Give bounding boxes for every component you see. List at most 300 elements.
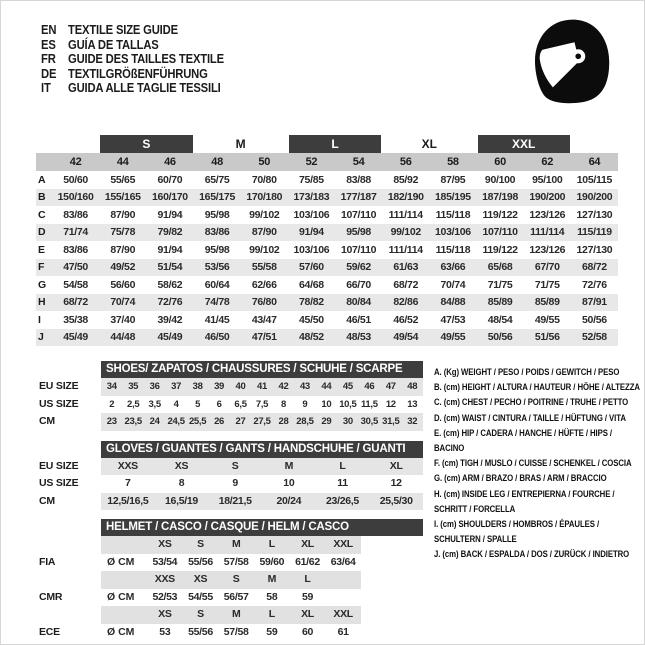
size-cell: XL [301, 608, 314, 620]
measurement-cell: 107/110 [482, 226, 518, 239]
measurement-cell: 107/110 [340, 208, 377, 221]
row-label: EU SIZE [39, 459, 79, 472]
measurement-cell: 61/63 [393, 261, 419, 274]
size-cell: 43 [299, 381, 310, 392]
measurement-cell: 51/56 [534, 331, 560, 344]
measurement-cell: 48/53 [346, 331, 371, 344]
standard-label: ECE [39, 625, 60, 638]
gloves-table-title: GLOVES / GUANTES / GANTS / HANDSCHUHE / GUANTI [101, 441, 423, 458]
size-cell: S [232, 573, 240, 585]
helmet-table-title: HELMET / CASCO / CASQUE / HELM / CASCO [101, 519, 423, 536]
measurement-cell: 99/102 [249, 243, 280, 256]
measurement-cell: 55/65 [110, 173, 136, 186]
measurement-cell: 62/66 [251, 278, 277, 291]
size-cell: 6 [216, 398, 222, 410]
measurement-cell: 65/75 [204, 173, 230, 186]
table-row [39, 536, 425, 554]
measurement-cell: 95/100 [532, 173, 563, 186]
row-letter: I [38, 313, 41, 326]
table-row [39, 571, 425, 589]
measurement-cell: 83/88 [346, 173, 371, 186]
size-cell: L [268, 608, 275, 620]
size-number: 50 [258, 156, 271, 168]
size-cell: 10 [283, 477, 295, 489]
measurement-cell: 85/89 [487, 296, 513, 309]
measurement-cell: 46/50 [204, 331, 230, 344]
measurement-cell: 41/45 [204, 313, 230, 326]
measurement-legend [434, 365, 644, 563]
size-cell: 2,5 [127, 398, 140, 410]
measurement-cell: 76/80 [251, 296, 277, 309]
measurement-cell: 59/62 [346, 261, 371, 274]
language-title: GUÍA DE TALLAS [68, 37, 159, 52]
measurement-cell: 72/76 [582, 278, 607, 291]
size-cell: 42 [278, 381, 289, 392]
size-number: 56 [399, 156, 412, 168]
measurement-cell: 47/50 [63, 261, 88, 274]
row-label: US SIZE [39, 477, 79, 489]
measurement-cell: 155/165 [104, 191, 141, 204]
language-code: ES [41, 37, 56, 52]
size-cell: M [267, 573, 277, 585]
unit-label [101, 536, 147, 554]
size-cell: 46 [364, 381, 375, 392]
size-cell: 7 [125, 477, 131, 489]
measurement-cell: 177/187 [340, 191, 377, 204]
size-group-label: S [100, 135, 192, 153]
measurement-cell: 185/195 [434, 191, 471, 204]
table-row [39, 378, 425, 396]
measurement-cell: 49/54 [393, 331, 419, 344]
size-number: 64 [588, 156, 601, 168]
row-letter: D [38, 226, 46, 239]
size-cell: 59 [266, 625, 278, 638]
size-cell: 12 [385, 398, 396, 410]
language-title: GUIDE DES TAILLES TEXTILE [68, 52, 224, 67]
legend-item: H. (cm) INSIDE LEG / ENTREPIERNA / FOURCHE / SCHRITT / FORCELLA [434, 488, 615, 515]
measurement-cell: 91/94 [157, 243, 183, 256]
size-group-label: XXL [478, 135, 570, 153]
size-cell: 34 [106, 381, 117, 392]
row-letter: F [38, 261, 45, 274]
measurement-cell: 52/58 [582, 331, 607, 344]
textile-size-table [36, 134, 618, 346]
measurement-cell: 49/52 [110, 261, 136, 274]
row-letter: H [38, 296, 46, 309]
size-cell: 30,5 [360, 416, 378, 427]
size-cell: 27 [235, 416, 246, 427]
measurement-cell: 187/198 [482, 191, 518, 204]
size-cell: S [197, 538, 204, 550]
size-cell: 54/55 [188, 590, 213, 603]
measurement-cell: 48/52 [299, 331, 324, 344]
table-row [36, 329, 618, 347]
table-row [36, 311, 618, 329]
size-cell: XS [158, 538, 172, 550]
size-cell: 29 [321, 416, 332, 427]
size-cell: XXS [154, 573, 175, 585]
measurement-cell: 49/55 [440, 331, 466, 344]
size-cell: 52/53 [152, 590, 178, 603]
size-cell: 12,5/16,5 [107, 494, 149, 507]
measurement-cell: 45/49 [63, 331, 88, 344]
table-row [39, 554, 425, 572]
language-code: DE [41, 66, 57, 81]
size-cell: 35 [128, 381, 139, 392]
measurement-cell: 66/70 [346, 278, 371, 291]
measurement-cell: 127/130 [576, 243, 613, 256]
standard-label [39, 536, 101, 554]
size-cell: 23/26,5 [326, 494, 359, 507]
measurement-cell: 65/68 [487, 261, 513, 274]
measurement-cell: 54/58 [63, 278, 88, 291]
measurement-cell: 35/38 [63, 313, 88, 326]
measurement-cell: 67/70 [534, 261, 560, 274]
size-cell: 8 [280, 398, 286, 410]
size-cell: 28 [278, 416, 289, 427]
size-cell: 9 [232, 477, 238, 489]
size-cell: 48 [407, 381, 418, 392]
language-title-list [41, 23, 311, 96]
size-cell: XS [174, 459, 189, 472]
table-row [39, 475, 425, 493]
measurement-cell: 150/160 [57, 191, 94, 204]
measurement-cell: 50/56 [582, 313, 607, 326]
measurement-cell: 45/50 [299, 313, 324, 326]
size-cell: XXL [333, 608, 353, 620]
measurement-cell: 68/72 [582, 261, 607, 274]
size-cell: 61/62 [295, 555, 320, 568]
standard-label: CMR [39, 590, 63, 603]
measurement-cell: 87/90 [110, 243, 136, 256]
measurement-cell: 91/94 [157, 208, 183, 221]
measurement-cell: 64/68 [299, 278, 324, 291]
size-cell [325, 589, 361, 607]
measurement-cell: 56/60 [110, 278, 136, 291]
size-cell: 11,5 [360, 398, 378, 410]
measurement-cell: 71/75 [534, 278, 560, 291]
size-cell: 55/56 [188, 555, 213, 568]
measurement-cell: 111/114 [388, 243, 423, 256]
measurement-cell: 70/74 [440, 278, 466, 291]
size-cell: 31,5 [382, 416, 400, 427]
table-row [39, 396, 425, 414]
measurement-cell: 87/90 [110, 208, 136, 221]
measurement-cell: 119/122 [482, 208, 518, 221]
size-cell: 7,5 [255, 398, 269, 410]
measurement-cell: 75/78 [110, 226, 136, 239]
measurement-cell: 83/86 [63, 243, 88, 256]
size-cell: 53 [159, 625, 171, 638]
size-cell: 30 [342, 416, 353, 427]
row-label: CM [39, 494, 55, 507]
size-cell: 45 [342, 381, 353, 392]
legend-item: F. (cm) TIGH / MUSLO / CUISSE / SCHENKEL / COSCIA [434, 458, 632, 470]
measurement-cell: 103/106 [293, 208, 330, 221]
measurement-cell: 107/110 [340, 243, 377, 256]
size-cell: 28,5 [296, 416, 314, 427]
shoes-table-title: SHOES/ ZAPATOS / CHAUSSURES / SCHUHE / SCARPE [101, 361, 423, 378]
measurement-cell: 87/95 [440, 173, 466, 186]
measurement-cell: 39/42 [157, 313, 183, 326]
language-row [41, 52, 311, 67]
size-cell: 13 [407, 398, 418, 410]
measurement-cell: 50/60 [63, 173, 88, 186]
size-cell: 5 [195, 398, 201, 410]
measurement-cell: 71/74 [63, 226, 88, 239]
measurement-cell: 63/66 [440, 261, 466, 274]
measurement-cell: 165/175 [199, 191, 235, 204]
measurement-cell: 45/49 [157, 331, 183, 344]
size-cell: 38 [192, 381, 203, 392]
accessory-tables [39, 361, 425, 641]
measurement-cell: 90/100 [484, 173, 516, 186]
size-cell: XS [193, 573, 208, 585]
measurement-cell: 83/86 [204, 226, 230, 239]
table-row [36, 241, 618, 259]
size-number-row [36, 153, 618, 171]
size-number: 54 [352, 156, 365, 168]
row-letter: E [38, 243, 45, 256]
measurement-cell: 182/190 [387, 191, 424, 204]
language-code: IT [41, 81, 51, 96]
size-cell: 18/21,5 [218, 494, 252, 507]
legend-item: E. (cm) HIP / CADERA / HANCHE / HÜFTE / HIPS / BACINO [434, 427, 613, 455]
measurement-cell: 60/70 [157, 173, 183, 186]
measurement-cell: 87/90 [251, 226, 277, 239]
measurement-cell: 95/98 [346, 226, 371, 239]
measurement-cell: 160/170 [151, 191, 188, 204]
size-cell: 56/57 [223, 590, 249, 603]
size-cell: 25,5 [188, 416, 207, 427]
measurement-cell: 105/115 [576, 173, 613, 186]
measurement-cell: 78/82 [299, 296, 324, 309]
size-cell: 44 [321, 381, 332, 392]
size-cell: 36 [149, 381, 160, 392]
language-row [41, 38, 311, 53]
legend-item: C. (cm) CHEST / PECHO / POITRINE / TRUHE / PETTO [434, 397, 629, 409]
table-row [36, 206, 618, 224]
measurement-cell: 85/92 [393, 173, 419, 186]
row-letter: J [38, 331, 44, 344]
measurement-cell: 82/86 [393, 296, 419, 309]
measurement-cell: 103/106 [293, 243, 330, 256]
legend-item: I. (cm) SHOULDERS / HOMBROS / ÉPAULES / SCHULTERN / SPALLE [434, 519, 600, 546]
size-cell: XXL [333, 538, 353, 550]
unit-label [101, 571, 147, 589]
measurement-cell: 95/98 [204, 243, 230, 256]
size-number: 48 [211, 156, 223, 168]
row-letter: B [38, 191, 46, 204]
measurement-cell: 95/98 [204, 208, 230, 221]
measurement-cell: 99/102 [390, 226, 421, 239]
measurement-cell: 123/126 [529, 243, 566, 256]
measurement-cell: 48/54 [487, 313, 513, 326]
language-title: TEXTILE SIZE GUIDE [68, 23, 178, 37]
size-cell: S [231, 459, 239, 472]
measurement-cell: 85/89 [534, 296, 560, 309]
helmet-icon [519, 14, 613, 108]
row-label: EU SIZE [39, 380, 79, 392]
row-letter: C [38, 208, 46, 221]
unit-label [101, 606, 147, 624]
size-group-label: L [289, 135, 381, 153]
size-number: 62 [541, 156, 554, 168]
measurement-cell: 111/114 [530, 226, 565, 239]
size-number: 52 [305, 156, 318, 168]
size-cell: M [231, 538, 241, 550]
size-cell: XXS [117, 459, 138, 472]
language-row [41, 67, 311, 82]
measurement-cell: 123/126 [529, 208, 566, 221]
measurement-cell: 47/53 [440, 313, 466, 326]
row-label: CM [39, 415, 55, 427]
row-label: US SIZE [39, 397, 79, 410]
size-number: 42 [69, 156, 82, 168]
measurement-cell: 57/60 [299, 261, 324, 274]
unit-label: Ø CM [107, 555, 135, 568]
size-number: 58 [447, 156, 459, 168]
measurement-cell: 68/72 [63, 296, 88, 309]
size-cell: 63/64 [330, 555, 356, 568]
language-row [41, 23, 311, 38]
table-row [39, 624, 425, 642]
table-row [36, 171, 618, 189]
size-group-label: M [235, 136, 246, 151]
standard-label: FIA [39, 555, 56, 568]
size-cell: M [284, 459, 294, 472]
standard-label [39, 606, 101, 624]
size-cell: 23 [106, 416, 117, 427]
size-cell: 24,5 [167, 416, 185, 427]
size-number: 44 [116, 156, 129, 168]
size-cell: 60 [301, 625, 314, 638]
measurement-cell: 103/106 [434, 226, 471, 239]
size-cell: 8 [178, 477, 185, 489]
measurement-cell: 44/48 [110, 331, 136, 344]
language-code: EN [41, 23, 57, 37]
size-cell: 47 [385, 381, 396, 392]
measurement-cell: 70/74 [110, 296, 136, 309]
measurement-cell: 170/180 [246, 191, 283, 204]
size-cell: 37 [171, 381, 182, 392]
measurement-cell: 111/114 [388, 208, 423, 221]
size-cell [325, 571, 361, 589]
size-group-label: XL [421, 136, 437, 151]
size-cell: 32 [407, 416, 418, 427]
unit-label: Ø CM [107, 625, 135, 638]
size-cell: 12 [390, 477, 402, 489]
size-cell: 39 [214, 381, 225, 392]
size-cell: 26 [214, 416, 225, 427]
table-row [36, 259, 618, 277]
measurement-cell: 115/119 [577, 226, 612, 239]
size-cell: 4 [173, 398, 179, 410]
size-cell: 24 [149, 416, 160, 427]
measurement-cell: 46/52 [393, 313, 419, 326]
size-cell: 11 [337, 477, 348, 489]
measurement-cell: 115/118 [435, 208, 471, 221]
measurement-cell: 84/88 [440, 296, 466, 309]
measurement-cell: 119/122 [482, 243, 518, 256]
table-row [39, 493, 425, 511]
size-cell: 61 [337, 625, 349, 638]
size-cell: 27,5 [253, 416, 271, 427]
measurement-cell: 68/72 [393, 278, 419, 291]
legend-item: A. (Kg) WEIGHT / PESO / POIDS / GEWITCH / PESO [434, 367, 620, 378]
unit-label: Ø CM [107, 590, 135, 603]
measurement-cell: 49/55 [534, 313, 560, 326]
size-cell: 9 [302, 398, 308, 410]
size-cell: 23,5 [124, 416, 142, 427]
measurement-cell: 46/51 [346, 313, 371, 326]
legend-item: G. (cm) ARM / BRAZO / BRAS / ARM / BRACCIO [434, 473, 607, 485]
measurement-cell: 75/85 [299, 173, 324, 186]
size-cell: 20/24 [276, 494, 302, 507]
size-cell: 16,5/19 [165, 494, 198, 507]
size-cell: L [339, 459, 346, 472]
size-cell: 25,5/30 [379, 494, 413, 507]
helmet-table [39, 519, 425, 641]
size-cell: 40 [235, 381, 246, 392]
measurement-cell: 115/118 [435, 243, 471, 256]
size-cell: 59 [301, 590, 314, 603]
measurement-cell: 127/130 [576, 208, 613, 221]
row-letter: A [38, 173, 46, 186]
size-cell: 2 [109, 398, 115, 410]
size-cell: L [304, 573, 311, 585]
table-row [36, 224, 618, 242]
measurement-cell: 80/84 [346, 296, 371, 309]
size-cell: 53/54 [152, 555, 178, 568]
language-title: GUIDA ALLE TAGLIE TESSILI [68, 81, 221, 96]
language-title: TEXTILGRÖßENFÜHRUNG [68, 66, 208, 81]
legend-item: J. (cm) BACK / ESPALDA / DOS / ZURÜCK / INDIETRO [434, 549, 630, 561]
size-cell: L [268, 538, 275, 550]
size-cell: 10,5 [339, 398, 357, 410]
size-cell: 41 [257, 381, 267, 392]
measurement-cell: 190/200 [576, 191, 613, 204]
size-group-row [36, 134, 618, 153]
measurement-cell: 70/80 [251, 173, 277, 186]
measurement-cell: 72/76 [157, 296, 183, 309]
size-cell: 57/58 [223, 555, 249, 568]
row-letter: G [38, 278, 46, 291]
size-cell: 6,5 [234, 398, 247, 410]
measurement-cell: 60/64 [204, 278, 230, 291]
standard-label [39, 571, 101, 589]
measurement-cell: 37/40 [110, 313, 136, 326]
table-row [39, 589, 425, 607]
size-cell: 10 [321, 398, 332, 410]
size-number: 60 [494, 156, 506, 168]
language-code: FR [41, 52, 56, 67]
measurement-cell: 53/56 [204, 261, 230, 274]
measurement-cell: 173/183 [293, 191, 330, 204]
table-row [39, 413, 425, 431]
legend-item: B. (cm) HEIGHT / ALTURA / HAUTEUR / HÖHE / ALTEZZA [434, 382, 640, 394]
measurement-cell: 51/54 [157, 261, 183, 274]
measurement-cell: 74/78 [204, 296, 230, 309]
size-cell: 55/56 [188, 625, 213, 638]
size-cell: XL [301, 538, 314, 550]
gloves-table [39, 441, 425, 511]
table-row [36, 294, 618, 312]
table-row [36, 276, 618, 294]
table-row [39, 606, 425, 624]
measurement-cell: 190/200 [529, 191, 566, 204]
size-cell: 3,5 [148, 398, 161, 410]
